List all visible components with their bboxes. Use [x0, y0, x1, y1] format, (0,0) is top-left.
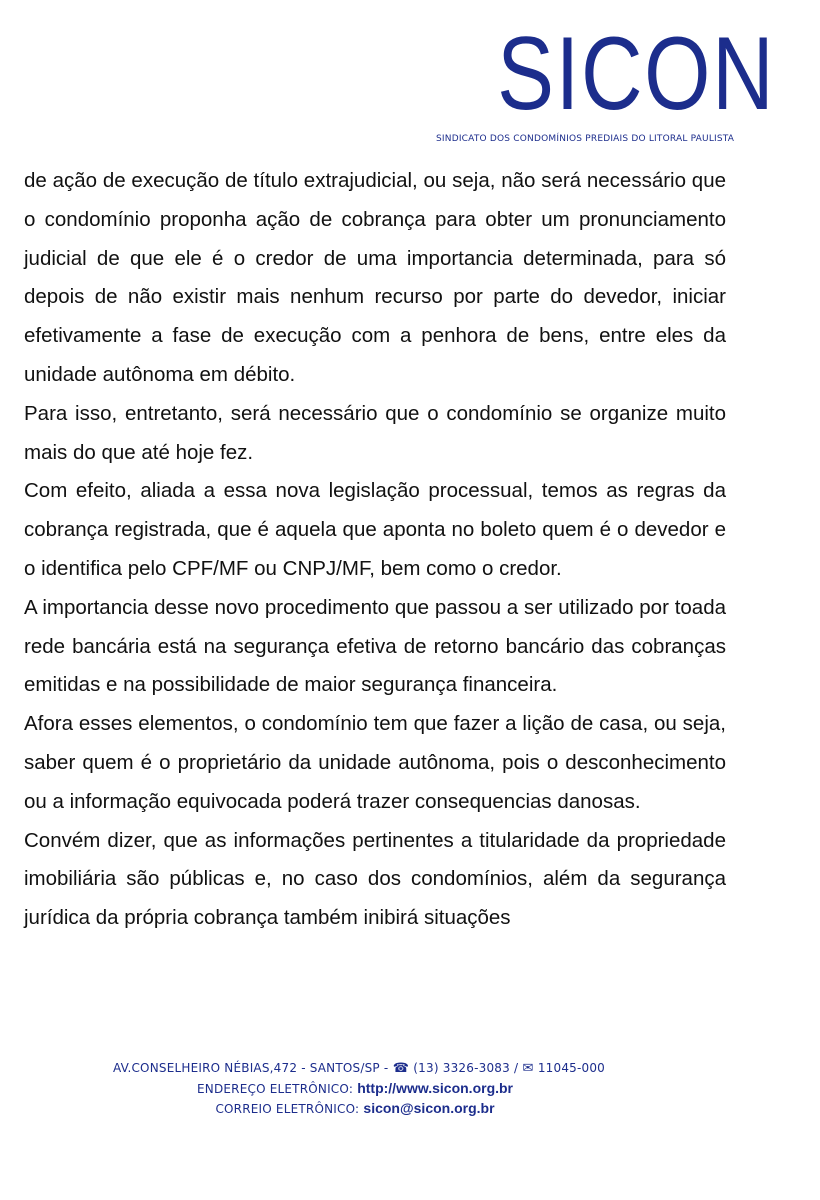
footer-email-line	[0, 1099, 820, 1119]
logo-tagline: SINDICATO DOS CONDOMÍNIOS PREDIAIS DO LITORAL PAULISTA	[436, 134, 735, 144]
footer-phone: (13) 3326-3083 /	[413, 1061, 519, 1075]
logo-wordmark: SICON	[497, 16, 776, 132]
footer-address: AV.CONSELHEIRO NÉBIAS,472 - SANTOS/SP -	[112, 1061, 389, 1075]
page-footer	[0, 1058, 820, 1119]
footer-site-link[interactable]: http://www.sicon.org.br	[357, 1080, 514, 1096]
footer-site-label: ENDEREÇO ELETRÔNICO:	[196, 1082, 354, 1096]
telephone-icon: ☎	[392, 1061, 409, 1076]
paragraph: Afora esses elementos, o condomínio tem que fazer a lição de casa, ou seja, saber quem é o proprietário da unidade autônoma, pois o desconhecimento ou a informação equivocada poderá trazer consequencias danosas.	[24, 712, 726, 813]
document-body	[24, 162, 726, 938]
paragraph: Convém dizer, que as informações pertinentes a titularidade da propriedade imobiliária são públicas e, no caso dos condomínios, além da segurança jurídica da própria cobrança também inibirá situações	[24, 828, 726, 930]
paragraph: de ação de execução de título extrajudicial, ou seja, não será necessário que o condomínio proponha ação de cobrança para obter um pronunciamento judicial de que ele é o credor de uma importancia determinada, para só depois de não existir mais nenhum recurso por parte do devedor, iniciar efetivamente a fase de execução com a penhora de bens, entre eles da unidade autônoma em débito.	[24, 169, 726, 386]
footer-contact-line	[0, 1058, 820, 1079]
paragraph: A importancia desse novo procedimento que passou a ser utilizado por toada rede bancária está na segurança efetiva de retorno bancário das cobranças emitidas e na possibilidade de maior segurança financeira.	[24, 595, 726, 697]
footer-email-label: CORREIO ELETRÔNICO:	[215, 1102, 360, 1116]
paragraph: Para isso, entretanto, será necessário que o condomínio se organize muito mais do que até hoje fez.	[24, 401, 726, 464]
paragraph: Com efeito, aliada a essa nova legislação processual, temos as regras da cobrança registrada, que é aquela que aponta no boleto quem é o devedor e o identifica pelo CPF/MF ou CNPJ/MF, bem como o credor.	[24, 479, 726, 580]
footer-cep: 11045-000	[537, 1061, 606, 1075]
envelope-icon: ✉	[522, 1061, 534, 1076]
sicon-logo	[436, 16, 776, 144]
footer-site-line	[0, 1079, 820, 1099]
footer-email-link[interactable]: sicon@sicon.org.br	[363, 1100, 495, 1116]
